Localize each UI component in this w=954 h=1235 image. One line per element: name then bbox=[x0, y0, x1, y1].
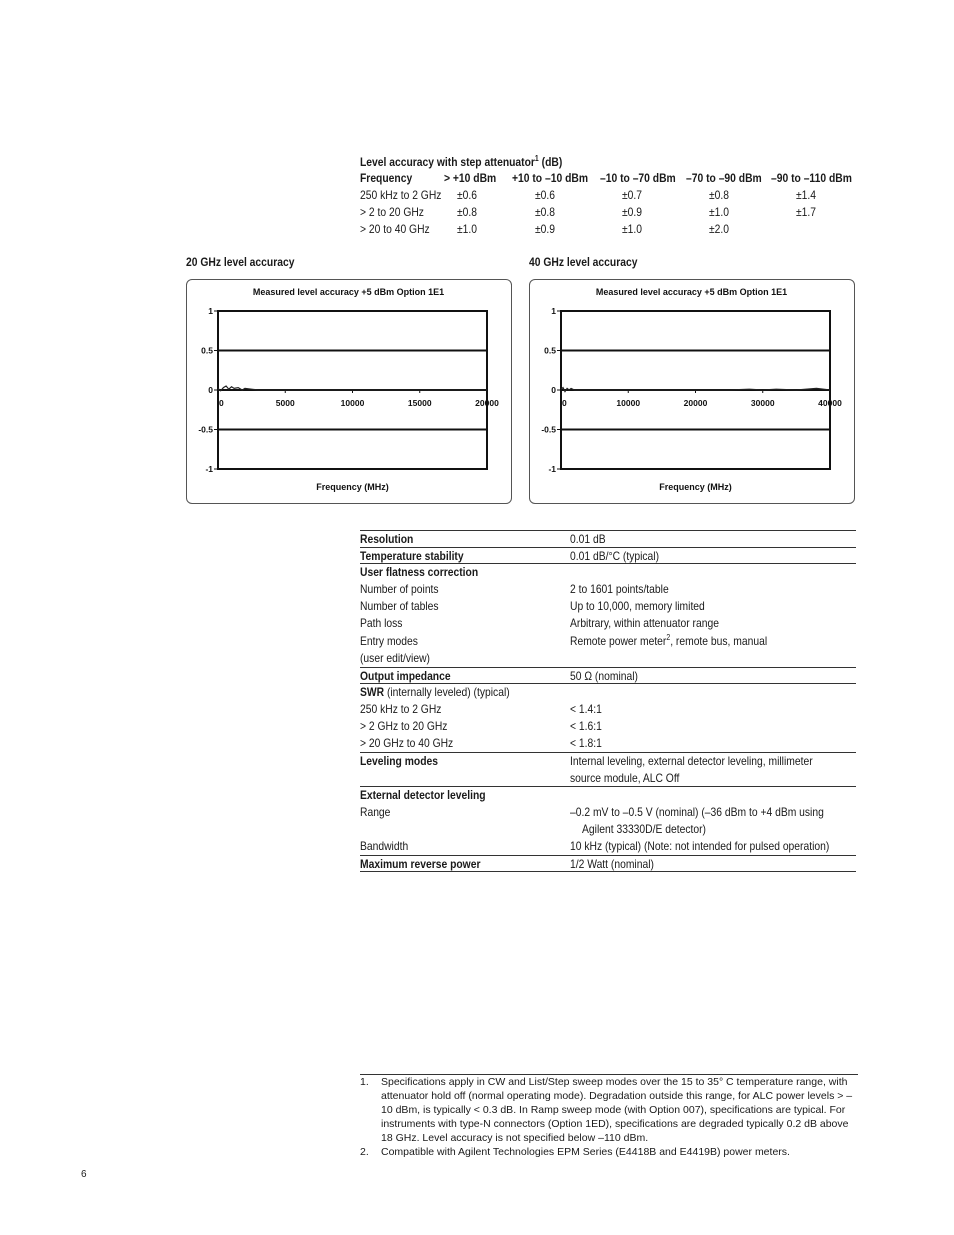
spec-row bbox=[360, 786, 856, 803]
spec-value: 2 to 1601 points/table bbox=[570, 582, 669, 597]
x-tick-label: 0 bbox=[219, 398, 224, 408]
spec-label: (user edit/view) bbox=[360, 650, 430, 665]
chart-20ghz-svg bbox=[187, 280, 511, 503]
spec-value: Internal leveling, external detector leveling, millimeter source module, ALC Off bbox=[570, 754, 813, 786]
spec-label: Range bbox=[360, 804, 391, 819]
spec-label: User flatness correction bbox=[360, 565, 479, 580]
y-tick-label: 0 bbox=[551, 385, 556, 395]
footnote-ref: 1 bbox=[534, 154, 539, 163]
x-tick-label: 20000 bbox=[475, 398, 499, 408]
spec-row bbox=[360, 838, 856, 855]
chart-40ghz-svg bbox=[530, 280, 854, 503]
y-tick-label: -1 bbox=[548, 464, 556, 474]
spec-label: External detector leveling bbox=[360, 788, 486, 803]
spec-row bbox=[360, 564, 856, 581]
spec-row bbox=[360, 735, 856, 752]
y-tick-label: -1 bbox=[205, 464, 213, 474]
chart-40ghz-panel bbox=[529, 279, 855, 504]
x-tick-label: 0 bbox=[562, 398, 567, 408]
x-axis-label: Frequency (MHz) bbox=[659, 482, 732, 492]
spec-label: Bandwidth bbox=[360, 838, 409, 853]
spec-label: SWR (internally leveled) (typical) bbox=[360, 684, 510, 699]
chart-40ghz-heading: 40 GHz level accuracy bbox=[529, 255, 638, 269]
spec-label: > 20 GHz to 40 GHz bbox=[360, 736, 454, 751]
spec-label: 250 kHz to 2 GHz bbox=[360, 701, 442, 716]
x-tick-label: 15000 bbox=[407, 398, 432, 408]
header-col1: > +10 dBm bbox=[444, 171, 497, 185]
spec-row bbox=[360, 701, 856, 718]
footnote-ref: 2 bbox=[666, 632, 671, 642]
spec-row bbox=[360, 752, 856, 786]
header-col5: –90 to –110 dBm bbox=[771, 171, 852, 185]
header-col3: –10 to –70 dBm bbox=[600, 171, 676, 185]
spec-value bbox=[570, 650, 860, 667]
page-number: 6 bbox=[81, 1169, 87, 1180]
x-tick-label: 30000 bbox=[750, 398, 775, 408]
y-tick-label: 0 bbox=[208, 385, 213, 395]
spec-value: 1/2 Watt (nominal) bbox=[570, 856, 654, 871]
level-accuracy-title: Level accuracy with step attenuator$^1$ (dB) bbox=[360, 154, 563, 169]
spec-label: Output impedance bbox=[360, 668, 451, 683]
spec-label: Temperature stability bbox=[360, 549, 464, 564]
spec-value: Arbitrary, within attenuator range bbox=[570, 616, 719, 631]
y-tick-label: 1 bbox=[208, 306, 213, 316]
spec-label: Path loss bbox=[360, 616, 403, 631]
y-tick-label: 1 bbox=[551, 306, 556, 316]
spec-row bbox=[360, 804, 856, 838]
spec-value: –0.2 mV to –0.5 V (nominal) (–36 dBm to +4 dBm using Agilent 33330D/E detector) bbox=[570, 804, 824, 836]
spec-row bbox=[360, 684, 856, 701]
x-tick-label: 40000 bbox=[818, 398, 842, 408]
chart-20ghz-heading: 20 GHz level accuracy bbox=[186, 255, 295, 269]
spec-value: < 1.6:1 bbox=[570, 719, 602, 734]
spec-value: < 1.4:1 bbox=[570, 701, 602, 716]
spec-row bbox=[360, 547, 856, 564]
y-tick-label: 0.5 bbox=[544, 345, 556, 356]
x-tick-label: 20000 bbox=[683, 398, 708, 408]
spec-row bbox=[360, 530, 856, 547]
spec-label: Leveling modes bbox=[360, 754, 439, 769]
chart-title: Measured level accuracy +5 dBm Option 1E1 bbox=[595, 287, 788, 297]
spec-row bbox=[360, 615, 856, 632]
spec-row bbox=[360, 581, 856, 598]
spec-row bbox=[360, 633, 856, 650]
y-tick-label: 0.5 bbox=[201, 345, 213, 356]
spec-label: Entry modes bbox=[360, 633, 418, 648]
spec-value: Up to 10,000, memory limited bbox=[570, 599, 705, 614]
x-tick-label: 10000 bbox=[340, 398, 365, 408]
spec-value: 0.01 dB/°C (typical) bbox=[570, 549, 660, 564]
spec-value: 0.01 dB bbox=[570, 532, 606, 546]
footnote-1: 1. Specifications apply in CW and List/Step sweep modes over the 15 to 35° C temperature range, with attenuator hold off (normal operating mode). Degradation outside this range, for ALC power levels > –10 dBm, is typically < 0.3 dB. In Ramp sweep mode (with Option 007), specifications are typical. For instruments with type-N connectors (Option 1ED), specifications are degraded typically 0.2 dB above 18 GHz. Level accuracy is not specified below –110 dBm. bbox=[360, 1076, 853, 1144]
y-tick-label: -0.5 bbox=[198, 424, 213, 435]
header-col2: +10 to –10 dBm bbox=[512, 171, 589, 185]
spec-label: Maximum reverse power bbox=[360, 856, 481, 871]
spec-value bbox=[570, 684, 860, 701]
spec-row bbox=[360, 667, 856, 684]
data-series-line bbox=[218, 386, 487, 391]
x-tick-label: 5000 bbox=[275, 398, 295, 408]
spec-value bbox=[570, 564, 860, 581]
y-tick-label: -0.5 bbox=[541, 424, 556, 435]
spec-label: > 2 GHz to 20 GHz bbox=[360, 719, 448, 734]
spec-value: < 1.8:1 bbox=[570, 736, 602, 751]
spec-value: Remote power meter$^2$, remote bus, manual bbox=[570, 632, 768, 648]
spec-row bbox=[360, 855, 856, 872]
chart-title: Measured level accuracy +5 dBm Option 1E1 bbox=[252, 287, 445, 297]
chart-20ghz-panel bbox=[186, 279, 512, 504]
spec-label: Number of points bbox=[360, 582, 439, 597]
x-axis-label: Frequency (MHz) bbox=[316, 482, 389, 492]
spec-value: 10 kHz (typical) (Note: not intended for pulsed operation) bbox=[570, 838, 830, 853]
spec-label: Resolution bbox=[360, 532, 414, 546]
spec-table bbox=[360, 530, 856, 872]
spec-value bbox=[570, 787, 860, 804]
spec-value: 50 Ω (nominal) bbox=[570, 668, 638, 683]
x-tick-label: 10000 bbox=[616, 398, 641, 408]
header-col4: –70 to –90 dBm bbox=[686, 171, 762, 185]
spec-row bbox=[360, 718, 856, 735]
spec-label: Number of tables bbox=[360, 599, 439, 614]
spec-row bbox=[360, 650, 856, 667]
spec-row bbox=[360, 598, 856, 615]
header-frequency: Frequency bbox=[360, 171, 413, 185]
